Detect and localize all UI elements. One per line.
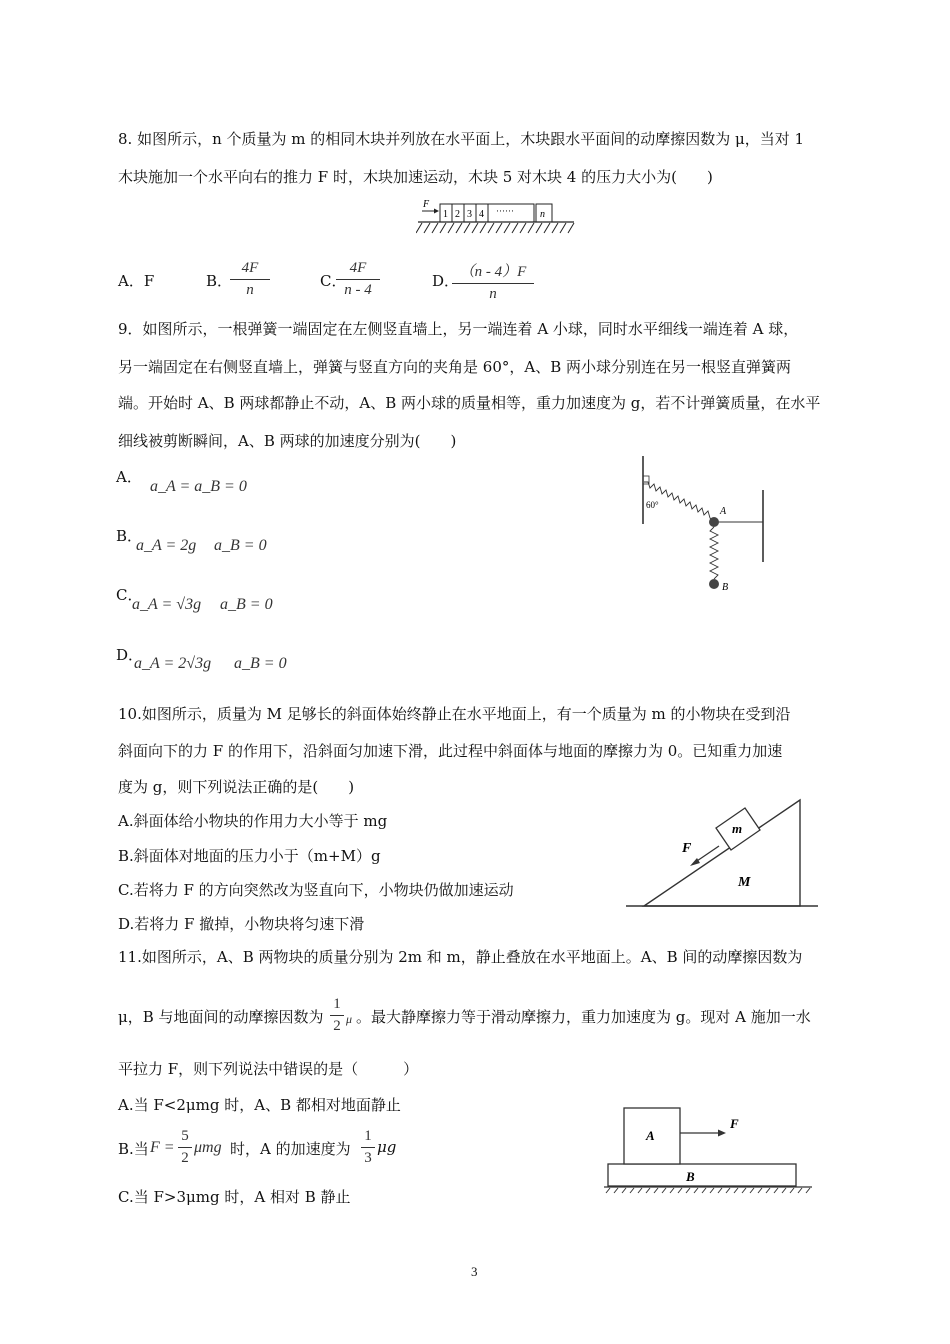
q10-force-label: F [682,841,692,856]
q10-incline-label: M [738,875,751,890]
q10-line3: 度为 g，则下列说法正确的是( ) [118,778,355,796]
q9-option-c-expr2: a_B = 0 [220,596,273,613]
q9-option-a-label: A． [116,468,142,486]
q8-block-2: 2 [455,209,460,220]
q8-blocks-figure [416,196,576,240]
q10-line1: 10.如图所示，质量为 M 足够长的斜面体始终静止在水平地面上，有一个质量为 m 的小物块在受到沿 [118,705,791,723]
q11-block-a-label: A [646,1128,655,1143]
q11-option-b-mid: 时，A 的加速度为 [230,1140,351,1158]
q8-option-d-fraction: （n - 4）F n [452,260,534,303]
q8-option-b-label: B． [206,272,233,290]
q10-option-d: D.若将力 F 撤掉，小物块将匀速下滑 [118,915,365,933]
q11-option-b-fraction2: 1 3 [361,1128,375,1167]
q11-option-b-mg: μmg [194,1139,222,1156]
q8-block-1: 1 [443,209,448,220]
q9-ball-a-label: A [720,506,727,517]
q9-spring-figure [636,452,776,598]
q9-option-c-label: C． [116,586,143,604]
q11-option-b-end: μg [377,1138,397,1156]
q11-force-label: F [730,1116,739,1131]
q8-block-dots: ······ [496,206,514,216]
q9-option-d-expr2: a_B = 0 [234,655,287,672]
q8-line1: 8. 如图所示，n 个质量为 m 的相同木块并列放在水平面上，木块跟水平面间的动摩擦因数为 μ，当对 1 [118,130,805,148]
q9-option-b-expr2: a_B = 0 [214,537,267,554]
q9-line2: 另一端固定在右侧竖直墙上，弹簧与竖直方向的夹角是 60°，A、B 两小球分别连在另一根竖直弹簧两 [118,358,791,376]
q11-line1: 11.如图所示，A、B 两物块的质量分别为 2m 和 m，静止叠放在水平地面上。A、B 间的动摩擦因数为 [118,948,803,966]
q9-option-b-expr1: a_A = 2g [136,537,197,554]
q11-line2-fraction: 1 2 [330,996,344,1035]
q9-option-c-expr1: a_A = √3g [132,596,202,613]
q8-option-c-label: C． [320,272,347,290]
q11-block-b-label: B [686,1169,695,1184]
q11-line3: 平拉力 F，则下列说法中错误的是（ ） [118,1060,419,1078]
q10-line2: 斜面向下的力 F 的作用下，沿斜面匀加速下滑，此过程中斜面体与地面的摩擦力为 0。已知重力加速 [118,742,783,760]
q8-block-3: 3 [467,209,472,220]
q9-option-d-expr1: a_A = 2√3g [134,655,212,672]
q9-option-a-expr: a_A = a_B = 0 [150,478,247,495]
q9-option-b-label: B． [116,527,143,545]
q11-option-b-fraction: 5 2 [178,1128,192,1167]
q9-line1: 9．如图所示，一根弹簧一端固定在左侧竖直墙上，另一端连着 A 小球，同时水平细线一端连着 A 球， [118,320,799,338]
q8-line2: 木块施加一个水平向右的推力 F 时，木块加速运动，木块 5 对木块 4 的压力大小为( ) [118,168,713,186]
q8-option-b-fraction: 4F n [230,260,270,299]
q9-line4: 细线被剪断瞬间，A、B 两球的加速度分别为( ) [118,432,457,450]
q9-angle-label: 60° [646,500,659,510]
q9-line3: 端。开始时 A、B 两球都静止不动，A、B 两小球的质量相等，重力加速度为 g，若不计弹簧质量，在水平 [118,394,821,412]
q8-option-a: A．F [118,272,155,290]
page-number: 3 [471,1264,478,1279]
q10-block-label: m [732,821,743,836]
q10-option-b: B.斜面体对地面的压力小于（m+M）g [118,847,381,865]
q8-option-c-fraction: 4F n - 4 [336,260,380,299]
q11-option-a: A.当 F<2μmg 时，A、B 都相对地面静止 [118,1096,401,1114]
q9-ball-b-label: B [722,582,729,593]
q11-option-c: C.当 F>3μmg 时，A 相对 B 静止 [118,1188,351,1206]
q11-option-b-f: F = [150,1139,175,1156]
q10-incline-figure [624,796,820,912]
q8-block-4: 4 [479,209,484,220]
q11-line2-pre: μ，B 与地面间的动摩擦因数为 [118,1008,324,1026]
q11-line2-mu: μ [346,1012,353,1026]
q8-option-d-label: D． [432,272,460,290]
q8-block-n: n [540,209,545,220]
q9-option-d-label: D． [116,646,144,664]
q11-blocks-figure [600,1100,816,1194]
q10-option-c: C.若将力 F 的方向突然改为竖直向下，小物块仍做加速运动 [118,881,514,899]
q11-option-b-pre: B.当 [118,1140,149,1158]
q10-option-a: A.斜面体给小物块的作用力大小等于 mg [118,812,388,830]
q8-force-label: F [423,199,430,210]
q11-line2-post: 。最大静摩擦力等于滑动摩擦力，重力加速度为 g。现对 A 施加一水 [356,1008,811,1026]
